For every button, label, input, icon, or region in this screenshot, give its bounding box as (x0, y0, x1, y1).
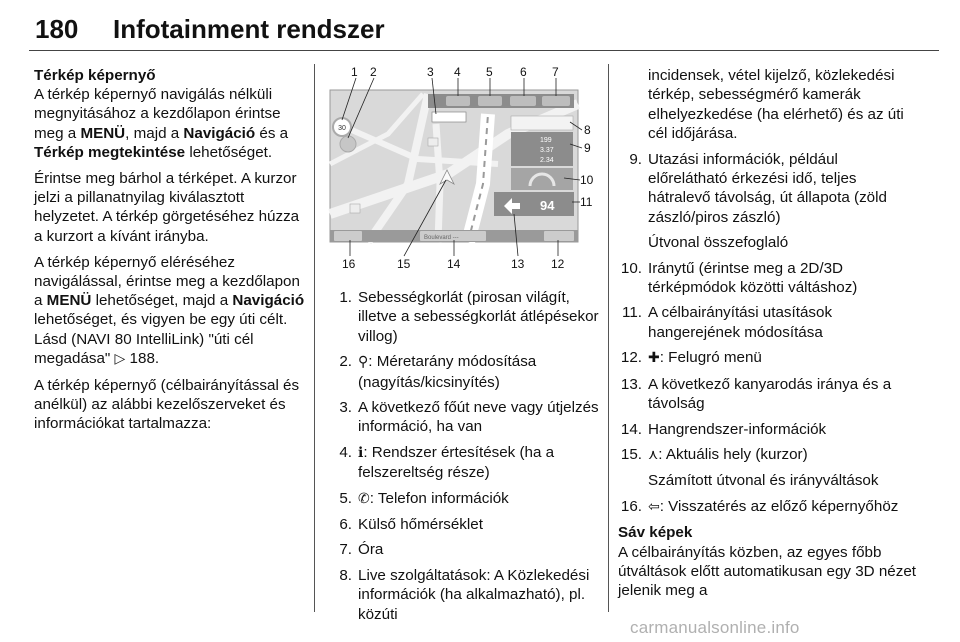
item-text: Hangrendszer-információk (648, 420, 827, 438)
item-text: Külső hőmérséklet (358, 516, 483, 534)
list-item (330, 489, 602, 509)
page-reference-icon: ▷ (114, 350, 126, 367)
text: 188. (125, 349, 160, 367)
text: lehetőséget, majd a (91, 292, 233, 310)
zoom-icon (340, 136, 356, 152)
paragraph-lane-images: A célbairányítás közben, az egyes főbb útváltások előtt automatikusan egy 3D nézet jelenik meg a (618, 543, 917, 600)
item-text (358, 489, 602, 509)
back-button (334, 231, 362, 241)
callout-3: 3 (427, 65, 434, 79)
navigation-term: Navigáció (232, 292, 305, 310)
callout-8: 8 (584, 123, 591, 137)
page-header (29, 10, 939, 50)
speed-limit-value: 30 (338, 125, 346, 132)
phone-icon (478, 96, 502, 106)
item-number: 5. (339, 489, 352, 507)
paragraph-controls-intro: A térkép képernyő (célbairányítással és anélkül) az alábbi kezelőszerveket és információkat tartalmazza: (34, 377, 300, 433)
menu-term: MENÜ (46, 292, 92, 310)
item-text: Utazási információk, például előrelátható érkezési idő, teljes hátralevő távolság, út állapota (zöld zászló/piros zászló) (648, 150, 887, 226)
item-number: 4. (339, 443, 352, 461)
list-item (330, 540, 602, 559)
callout-12: 12 (551, 257, 565, 271)
list-item (330, 566, 602, 624)
list-item (618, 348, 918, 368)
item-number: 1. (339, 289, 352, 306)
poi-icon-2 (350, 204, 360, 213)
text: és a (255, 124, 289, 142)
next-road-sign (432, 112, 466, 122)
text: : Visszatérés az előző képernyőhöz (659, 497, 899, 515)
callout-2: 2 (370, 65, 377, 79)
right-column (618, 66, 918, 601)
route-summary-text: Útvonal összefoglaló (648, 234, 789, 252)
callout-7: 7 (552, 65, 559, 79)
list-item (330, 288, 602, 346)
paragraph-map-navigation (34, 253, 310, 369)
poi-icon (428, 138, 438, 146)
callout-16: 16 (342, 257, 356, 271)
cursor-icon: ⋏ (648, 446, 659, 463)
item-text: Iránytű (érintse meg a 2D/3D térképmódok közötti váltáshoz) (648, 259, 858, 297)
header-divider (29, 50, 939, 51)
turn-distance-value: 94 (540, 198, 555, 213)
middle-column (330, 288, 602, 630)
popup-menu-button (544, 231, 574, 241)
item-text: A következő főút neve vagy útjelzés információ, ha van (358, 399, 599, 436)
item-text (648, 445, 918, 465)
callout-6: 6 (520, 65, 527, 79)
watermark: carmanualsonline.info (630, 618, 800, 637)
text: A térkép képernyő navigálás nélküli megnyitásához a kezdőlapon érintse meg a (34, 86, 281, 142)
list-item (618, 445, 918, 465)
text: : Telefon információk (369, 489, 509, 507)
item-number: 3. (339, 399, 352, 417)
info-icon: ℹ (358, 444, 364, 461)
text: lehetőséget, és vigyen be egy úti célt. Lásd (NAVI 80 IntelliLink) "úti cél megadása" (34, 311, 288, 367)
text: : Aktuális hely (kurzor) (658, 445, 808, 463)
compass-panel (511, 168, 573, 190)
map-screen-diagram (328, 64, 598, 274)
text: : Méretarány módosítása (nagyítás/kicsinyítés) (358, 353, 537, 391)
callout-15: 15 (397, 257, 411, 271)
list-item (618, 497, 918, 517)
callout-11: 11 (580, 195, 593, 209)
text: : Rendszer értesítések (ha a felszereltség része) (358, 443, 555, 482)
page-title: Infotainment rendszer (113, 14, 385, 44)
list-item (618, 375, 918, 414)
calculated-route-text: Számított útvonal és irányváltások (648, 472, 879, 490)
callout-13: 13 (511, 257, 525, 271)
clock-display (542, 96, 570, 106)
item-text: A célbairányítási utasítások hangerejének módosítása (648, 304, 833, 341)
item-text: Sebességkorlát (pirosan világít, illetve a sebességkorlát átlépésekor villog) (358, 289, 599, 345)
item-text: A következő kanyarodás iránya és a távolság (648, 375, 892, 413)
temperature-display (510, 96, 536, 106)
back-arrow-icon: ⇦ (648, 498, 660, 515)
map-screen-svg (328, 64, 598, 274)
section-heading-lane-images: Sáv képek (618, 524, 693, 542)
item-text (358, 352, 602, 392)
item-text (358, 443, 602, 483)
callout-4: 4 (454, 65, 461, 79)
list-item (618, 150, 918, 228)
list-item (330, 352, 602, 392)
text: lehetőséget. (185, 143, 273, 161)
text: A térkép képernyő eléréséhez navigálással, érintse meg a kezdőlapon a (34, 253, 300, 310)
live-services-panel (511, 116, 573, 130)
item-text: Live szolgáltatások: A Közlekedési információk (ha alkalmazható), pl. közúti (358, 566, 590, 623)
left-column (34, 66, 310, 441)
zoom-icon: ⚲ (358, 354, 369, 371)
callout-1: 1 (351, 65, 358, 79)
item-number: 14. (620, 420, 642, 438)
item-number: 16. (620, 497, 642, 515)
text: , majd a (125, 124, 184, 142)
trip-value-1: 199 (540, 137, 552, 144)
audio-info-text: Boulevard --- (424, 235, 459, 241)
trip-value-2: 3.37 (540, 147, 554, 154)
item-text: Óra (358, 541, 384, 559)
list-item (330, 398, 602, 437)
item-number: 8. (339, 566, 352, 584)
menu-term: MENÜ (80, 124, 126, 142)
list-item (330, 443, 602, 483)
item-number: 7. (339, 541, 352, 559)
list-item (618, 420, 918, 439)
section-heading-map-screen: Térkép képernyő (34, 67, 156, 84)
item-text (648, 348, 918, 368)
callout-5: 5 (486, 65, 493, 79)
phone-icon: ✆ (358, 490, 370, 507)
list-item (618, 303, 918, 342)
plus-icon: ✚ (648, 350, 660, 367)
text: : Felugró menü (659, 349, 762, 367)
callout-10: 10 (580, 173, 594, 187)
list-item (330, 515, 602, 534)
paragraph-open-map (34, 85, 310, 162)
page-number: 180 (35, 14, 79, 44)
item-text (648, 497, 918, 517)
item-number: 15. (620, 445, 642, 463)
callout-9: 9 (584, 141, 591, 155)
item-8-continuation: incidensek, vétel kijelző, közlekedési térkép, sebességmérő kamerák elhelyezkedése (ha elérhető) és az úti cél időjárása. (648, 67, 904, 143)
callout-14: 14 (447, 257, 461, 271)
list-item (618, 259, 918, 298)
item-number: 12. (620, 349, 642, 367)
item-number: 11. (622, 304, 642, 322)
item-number: 10. (620, 259, 642, 277)
item-number: 9. (629, 150, 642, 168)
paragraph-touch-map: Érintse meg bárhol a térképet. A kurzor jelzi a pillanatnyilag kiválasztott helyzetet. A térkép görgetéséhez húzza a kurzort a kívánt irányba. (34, 170, 300, 245)
view-map-term: Térkép megtekintése (34, 143, 186, 161)
column-divider-right (608, 64, 609, 612)
navigation-term: Navigáció (183, 124, 256, 142)
column-divider-left (314, 64, 315, 612)
notifications-icon (446, 96, 470, 106)
item-number: 6. (339, 516, 352, 534)
item-number: 13. (620, 375, 642, 393)
item-number: 2. (339, 353, 352, 371)
trip-value-3: 2.34 (540, 157, 554, 164)
